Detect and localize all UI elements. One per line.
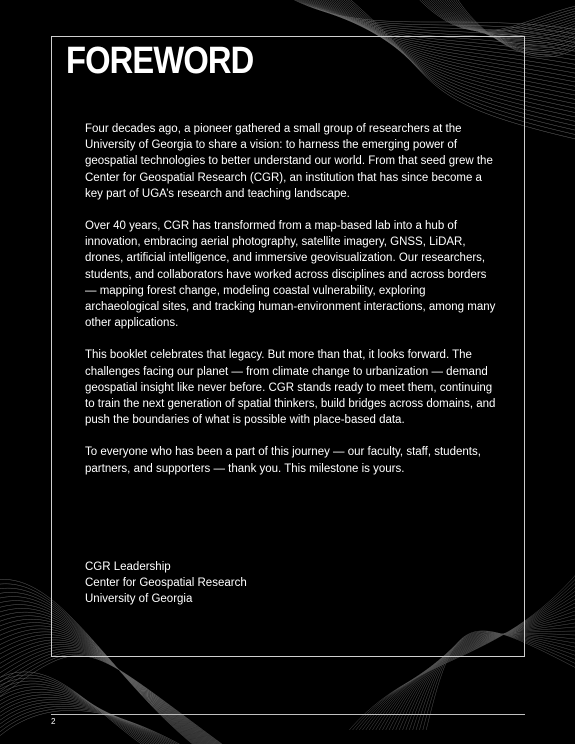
signature-name: CGR Leadership bbox=[85, 561, 171, 573]
signature-organization: Center for Geospatial Research bbox=[85, 577, 247, 590]
page-number: 2 bbox=[51, 717, 56, 726]
foreword-paragraph: To everyone who has been a part of this journey — our faculty, staff, students, partners, and supporters — thank you. This milestone is yours. bbox=[85, 446, 481, 475]
foreword-paragraph: Over 40 years, CGR has transformed from a map-based lab into a hub of innovation, embracing aerial photography, satellite imagery, GNSS, LiDAR, drones, artificial intelligence, and immersive geovisualization. Our researchers, students, and collaborators have worked across disciplines and across borders — mapping forest change, modeling coastal vulnerability, exploring archaeological sites, and tracking human-environment interactions, among many other applications. bbox=[85, 220, 496, 330]
page-title: FOREWORD bbox=[66, 38, 259, 84]
foreword-paragraph: This booklet celebrates that legacy. But more than that, it looks forward. The challenges facing our planet — from climate change to urbanization — demand geospatial insight like never before. CGR stands ready to meet them, continuing to train the next generation of spatial thinkers, build bridges across domains, and push the boundaries of what is possible with place-based data. bbox=[85, 349, 496, 427]
foreword-body bbox=[85, 121, 499, 493]
signature-university: University of Georgia bbox=[85, 593, 193, 606]
foreword-paragraph: Four decades ago, a pioneer gathered a small group of researchers at the University of Georgia to share a vision: to harness the emerging power of geospatial technologies to better understand our world. From that seed grew the Center for Geospatial Research (CGR), an institution that has since become a key part of UGA’s research and teaching landscape. bbox=[85, 123, 493, 200]
footer-divider bbox=[51, 714, 525, 715]
signature-block bbox=[85, 559, 385, 608]
